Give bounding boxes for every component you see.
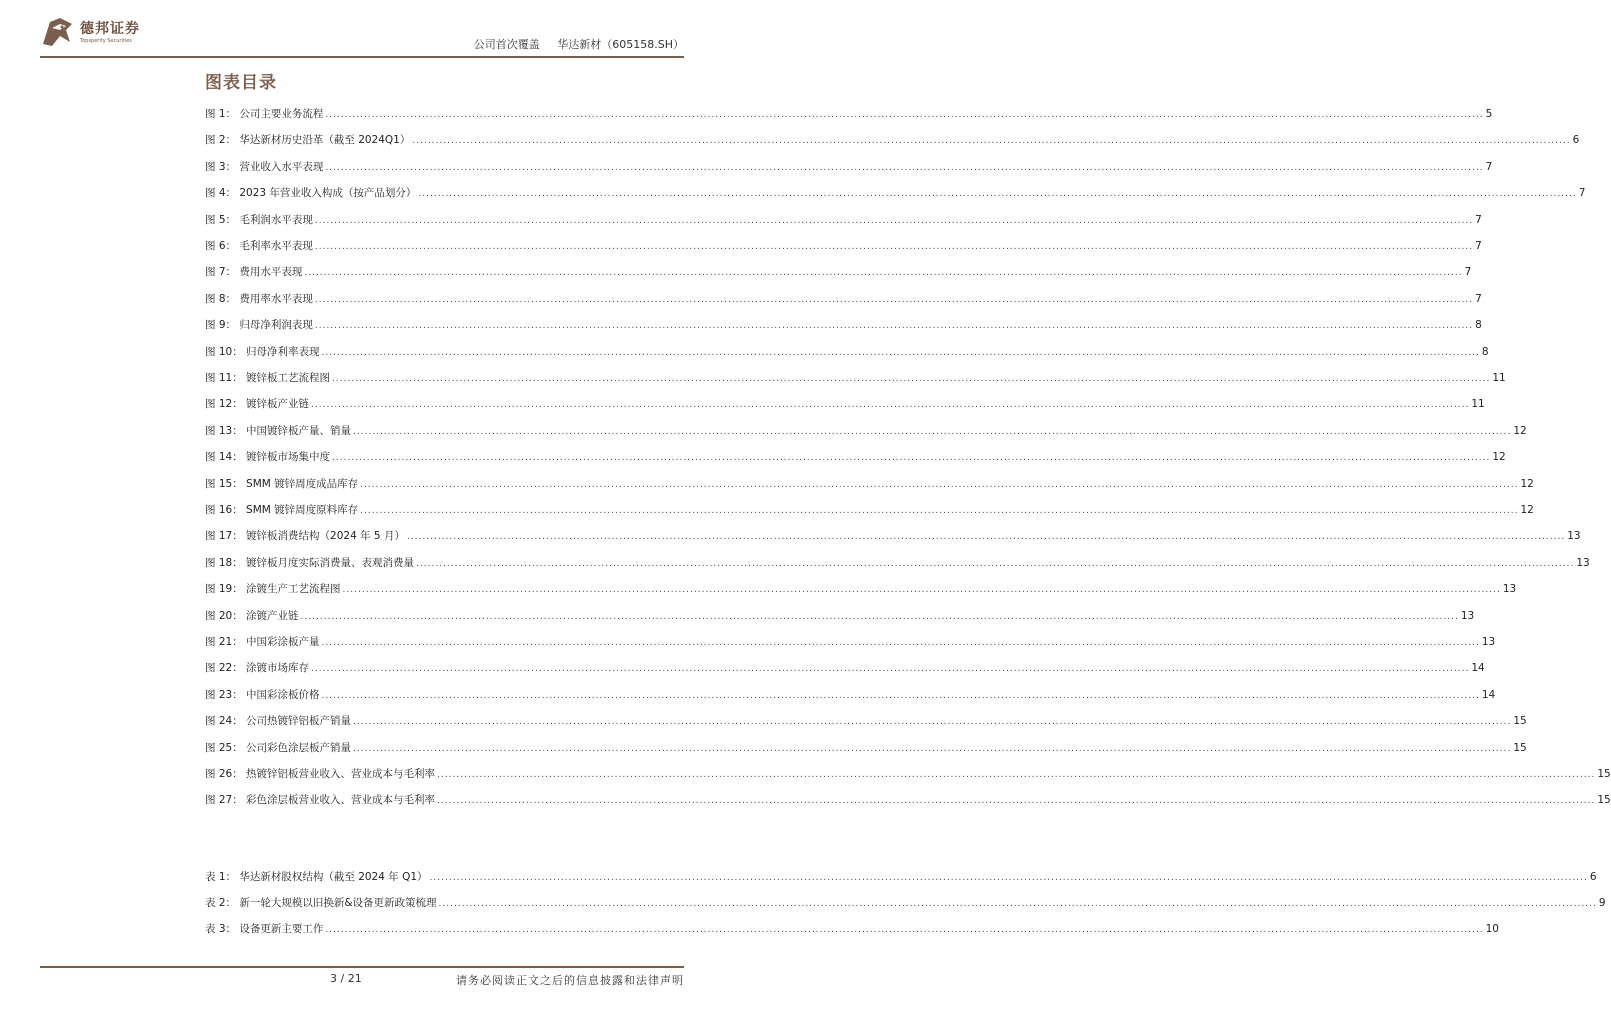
toc-entry-label: 图 13： 中国镀锌板产量、销量 <box>205 424 352 437</box>
toc-leader-dots: ............................................................................................................................................................................................................................................................................................................ <box>325 925 1484 935</box>
toc-entry-label: 表 3： 设备更新主要工作 <box>205 923 324 935</box>
toc-entry-page: 11 <box>1492 372 1506 384</box>
toc-leader-dots: ............................................................................................................................................................................................................................................................................................................ <box>429 873 1588 883</box>
page-header <box>0 0 724 60</box>
toc-entry-page: 15 <box>1513 715 1527 728</box>
toc-entry[interactable] <box>205 713 1527 729</box>
company-name: 华达新材（605158.SH） <box>557 38 684 51</box>
toc-leader-dots: ............................................................................................................................................................................................................................................................................................................ <box>304 268 1463 279</box>
toc-entry-label: 表 2： 新一轮大规模以旧换新&设备更新政策梳理 <box>205 897 437 909</box>
toc-leader-dots: ............................................................................................................................................................................................................................................................................................................ <box>437 796 1596 807</box>
toc-entry-page: 7 <box>1475 292 1482 305</box>
toc-entry[interactable] <box>205 502 1534 518</box>
toc-entry-page: 11 <box>1471 398 1485 411</box>
toc-leader-dots: ............................................................................................................................................................................................................................................................................................................ <box>300 611 1459 622</box>
toc-entry[interactable] <box>205 344 1489 360</box>
toc-leader-dots: ............................................................................................................................................................................................................................................................................................................ <box>311 400 1470 411</box>
toc-entry-label: 图 15： SMM 镀锌周度成品库存 <box>205 477 359 490</box>
toc-entry[interactable] <box>205 238 1482 254</box>
header-info <box>460 36 684 52</box>
logo-text-en: Topsperity Securities <box>80 38 132 44</box>
toc-entry-label: 图 23： 中国彩涂板价格 <box>205 688 320 701</box>
toc-entry[interactable] <box>205 634 1496 650</box>
page-title: 图表目录 <box>205 73 277 93</box>
toc-entry[interactable] <box>205 423 1527 439</box>
toc-leader-dots: ............................................................................................................................................................................................................................................................................................................ <box>332 374 1491 384</box>
toc-entry-label: 图 7： 费用水平表现 <box>205 266 303 279</box>
disclaimer-text: 请务必阅读正文之后的信息披露和法律声明 <box>456 974 684 987</box>
toc-entry-label: 图 17： 镀锌板消费结构（2024 年 5 月） <box>205 530 405 543</box>
toc-leader-dots: ............................................................................................................................................................................................................................................................................................................ <box>321 347 1480 358</box>
toc-entry-page: 7 <box>1475 240 1482 252</box>
toc-leader-dots: ............................................................................................................................................................................................................................................................................................................ <box>332 453 1491 464</box>
toc-leader-dots: ............................................................................................................................................................................................................................................................................................................ <box>416 558 1575 569</box>
toc-entry-label: 图 14： 镀锌板市场集中度 <box>205 451 331 464</box>
toc-leader-dots: ............................................................................................................................................................................................................................................................................................................ <box>418 189 1577 200</box>
toc-entry-label: 图 22： 涂镀市场库存 <box>205 662 310 675</box>
toc-entry-page: 13 <box>1502 583 1517 596</box>
toc-entry-page: 13 <box>1481 636 1496 648</box>
toc-entry-label: 图 6： 毛利率水平表现 <box>205 240 313 252</box>
toc-entry[interactable] <box>205 766 1611 782</box>
logo-text-cn: 德邦证券 <box>80 21 140 37</box>
toc-entry-label: 图 19： 涂镀生产工艺流程图 <box>205 583 341 596</box>
toc-entry-label: 图 10： 归母净利率表现 <box>205 345 320 358</box>
toc-leader-dots: ............................................................................................................................................................................................................................................................................................................ <box>311 664 1470 675</box>
toc-entry[interactable] <box>205 449 1506 465</box>
toc-entry-page: 7 <box>1485 160 1493 173</box>
toc-leader-dots: ............................................................................................................................................................................................................................................................................................................ <box>353 426 1512 437</box>
toc-leader-dots: ............................................................................................................................................................................................................................................................................................................ <box>412 136 1571 147</box>
toc-leader-dots: ............................................................................................................................................................................................................................................................................................................ <box>321 638 1480 648</box>
toc-entry[interactable] <box>205 291 1482 307</box>
toc-leader-dots: ............................................................................................................................................................................................................................................................................................................ <box>314 242 1474 252</box>
toc-entry[interactable] <box>205 528 1581 544</box>
toc-entry-page: 12 <box>1492 451 1506 464</box>
company-logo <box>40 14 190 54</box>
logo-icon <box>40 14 76 50</box>
toc-entry-label: 图 5： 毛利润水平表现 <box>205 213 313 226</box>
toc-entry-page: 7 <box>1475 213 1482 226</box>
toc-entry-page: 5 <box>1485 108 1493 120</box>
toc-entry[interactable] <box>205 159 1493 175</box>
toc-entry-page: 8 <box>1481 345 1489 358</box>
toc-leader-dots: ............................................................................................................................................................................................................................................................................................................ <box>314 294 1474 305</box>
toc-entry[interactable] <box>205 396 1485 412</box>
toc-entry-page: 13 <box>1576 556 1590 569</box>
toc-entry-label: 图 8： 费用率水平表现 <box>205 292 313 305</box>
toc-leader-dots: ............................................................................................................................................................................................................................................................................................................ <box>314 215 1474 226</box>
toc-entry-page: 13 <box>1567 530 1581 543</box>
toc-entry[interactable] <box>205 106 1493 122</box>
toc-entry[interactable] <box>205 555 1590 571</box>
toc-entry[interactable] <box>205 581 1517 597</box>
toc-entry-label: 图 9： 归母净利润表现 <box>205 319 313 332</box>
toc-entry[interactable] <box>205 476 1534 492</box>
report-type: 公司首次覆盖 <box>473 38 540 51</box>
toc-entry-label: 图 11： 镀锌板工艺流程图 <box>205 372 331 384</box>
toc-entry-label: 图 2： 华达新材历史沿革（截至 2024Q1） <box>205 134 411 147</box>
toc-entry[interactable] <box>205 132 1580 148</box>
toc-entry-page: 15 <box>1597 768 1611 780</box>
footer-divider <box>40 966 684 968</box>
page-number: 3 / 21 <box>330 972 362 985</box>
toc-entry-label: 图 3： 营业收入水平表现 <box>205 160 324 173</box>
toc-entry[interactable] <box>205 185 1586 201</box>
toc-leader-dots: ............................................................................................................................................................................................................................................................................................................ <box>406 532 1566 543</box>
toc-entry[interactable] <box>205 212 1482 228</box>
toc-entry-page: 15 <box>1597 794 1611 807</box>
toc-leader-dots: ............................................................................................................................................................................................................................................................................................................ <box>353 717 1512 728</box>
toc-entry-page: 10 <box>1485 923 1499 935</box>
toc-entry-label: 图 25： 公司彩色涂层板产销量 <box>205 741 352 754</box>
toc-entry-label: 图 12： 镀锌板产业链 <box>205 398 310 411</box>
toc-entry[interactable] <box>205 740 1527 756</box>
toc-entry-page: 6 <box>1572 134 1580 147</box>
toc-entry-label: 图 1： 公司主要业务流程 <box>205 108 324 120</box>
toc-entry-page: 15 <box>1513 741 1527 754</box>
toc-leader-dots: ............................................................................................................................................................................................................................................................................................................ <box>438 899 1597 909</box>
toc-entry[interactable] <box>205 317 1482 333</box>
toc-entry[interactable] <box>205 921 1499 937</box>
toc-entry-label: 图 27： 彩色涂层板营业收入、营业成本与毛利率 <box>205 794 436 807</box>
toc-leader-dots: ............................................................................................................................................................................................................................................................................................................ <box>360 479 1519 490</box>
toc-entry-label: 图 24： 公司热镀锌铝板产销量 <box>205 715 352 728</box>
toc-entry-page: 6 <box>1589 871 1597 883</box>
toc-leader-dots: ............................................................................................................................................................................................................................................................................................................ <box>325 110 1484 120</box>
toc-leader-dots: ............................................................................................................................................................................................................................................................................................................ <box>353 743 1512 754</box>
toc-entry-page: 14 <box>1481 688 1496 701</box>
toc-entry-page: 14 <box>1471 662 1485 675</box>
toc-entry-page: 12 <box>1520 477 1534 490</box>
toc-entry[interactable] <box>205 792 1611 808</box>
toc-leader-dots: ............................................................................................................................................................................................................................................................................................................ <box>437 770 1596 780</box>
toc-entry-page: 13 <box>1460 609 1475 622</box>
toc-entry[interactable] <box>205 660 1485 676</box>
toc-entry-page: 9 <box>1598 897 1606 909</box>
toc-entry-page: 7 <box>1578 187 1586 200</box>
toc-leader-dots: ............................................................................................................................................................................................................................................................................................................ <box>321 690 1480 701</box>
toc-entry-label: 表 1： 华达新材股权结构（截至 2024 年 Q1） <box>205 871 428 883</box>
header-divider <box>40 56 684 58</box>
toc-entry[interactable] <box>205 608 1475 624</box>
toc-leader-dots: ............................................................................................................................................................................................................................................................................................................ <box>360 506 1519 516</box>
toc-entry-label: 图 21： 中国彩涂板产量 <box>205 636 320 648</box>
toc-entry[interactable] <box>205 895 1606 911</box>
toc-leader-dots: ............................................................................................................................................................................................................................................................................................................ <box>325 162 1484 173</box>
toc-entry-label: 图 16： SMM 镀锌周度原料库存 <box>205 504 359 516</box>
toc-entry-label: 图 18： 镀锌板月度实际消费量、表观消费量 <box>205 556 415 569</box>
toc-entry-label: 图 4： 2023 年营业收入构成（按产品划分） <box>205 187 417 200</box>
toc-entry[interactable] <box>205 869 1597 885</box>
toc-entry-page: 12 <box>1520 504 1534 516</box>
toc-entry-page: 8 <box>1475 319 1482 332</box>
toc-entry-label: 图 20： 涂镀产业链 <box>205 609 299 622</box>
toc-entry-page: 7 <box>1464 266 1472 279</box>
toc-entry[interactable] <box>205 370 1506 386</box>
toc-entry[interactable] <box>205 687 1496 703</box>
toc-entry-page: 12 <box>1513 424 1527 437</box>
toc-entry[interactable] <box>205 264 1472 280</box>
toc-entry-label: 图 26： 热镀锌铝板营业收入、营业成本与毛利率 <box>205 768 436 780</box>
toc-leader-dots: ............................................................................................................................................................................................................................................................................................................ <box>342 585 1501 596</box>
toc-leader-dots: ............................................................................................................................................................................................................................................................................................................ <box>314 321 1474 332</box>
